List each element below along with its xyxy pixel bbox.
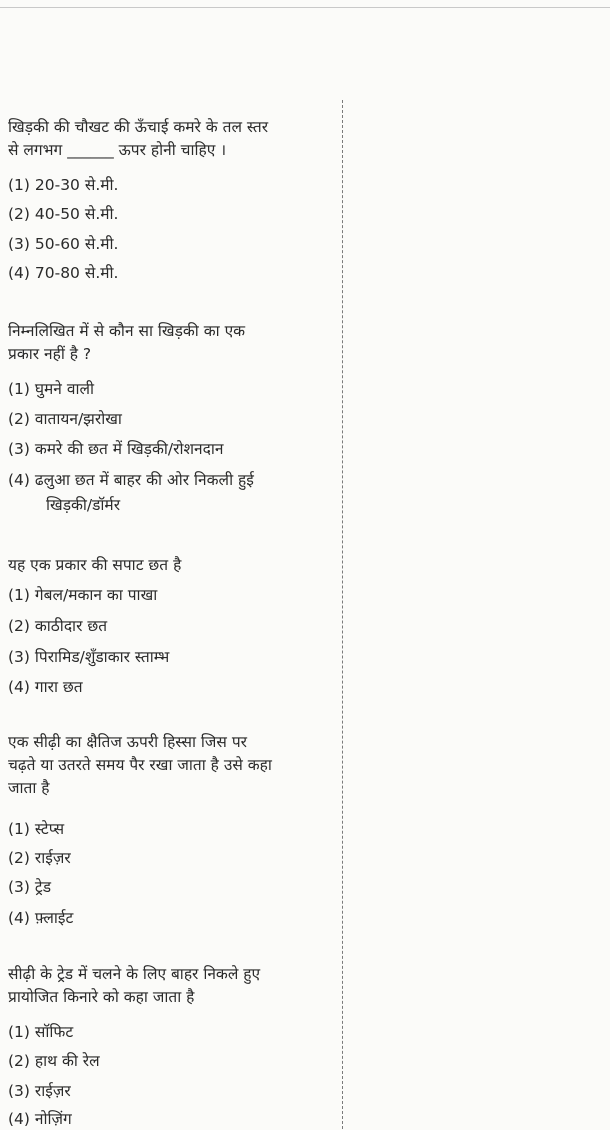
question-2-hindi	[8, 320, 334, 514]
option-4[interactable]: (4) 70-80 से.मी.	[8, 264, 119, 282]
question-1-hindi	[8, 116, 334, 282]
option-1[interactable]: (1) सॉफिट	[8, 1023, 74, 1041]
option-3[interactable]: (3) राईज़र	[8, 1082, 71, 1100]
option-1[interactable]: (1) स्टेप्स	[8, 820, 65, 838]
option-4[interactable]: (4) फ़्लाईट	[8, 909, 74, 927]
question-3-hindi	[8, 554, 334, 696]
column-divider	[342, 100, 343, 1129]
option-3[interactable]: (3) ट्रेड	[8, 878, 51, 896]
option-2[interactable]: (2) 40-50 से.मी.	[8, 205, 119, 223]
question-text-line: निम्नलिखित में से कौन सा खिड़की का एक	[8, 322, 246, 340]
option-3[interactable]: (3) 50-60 से.मी.	[8, 235, 119, 253]
option-4[interactable]: (4) ढलुआ छत में बाहर की ओर निकली हुई	[8, 471, 254, 489]
option-3[interactable]: (3) कमरे की छत में खिड़की/रोशनदान	[8, 440, 224, 458]
option-4-continuation: खिड़की/डॉर्मर	[46, 496, 121, 514]
question-text-line: खिड़की की चौखट की ऊँचाई कमरे के तल स्तर	[8, 118, 269, 136]
question-text-line: सीढ़ी के ट्रेड में चलने के लिए बाहर निकले हुए	[8, 965, 261, 983]
question-text-line: जाता है	[8, 779, 50, 797]
page-top-rule	[0, 7, 610, 8]
option-4[interactable]: (4) नोज़िंग	[8, 1110, 72, 1128]
option-2[interactable]: (2) काठीदार छत	[8, 617, 108, 635]
option-3[interactable]: (3) पिरामिड/शुँडाकार स्ताम्भ	[8, 648, 170, 666]
question-text-line: यह एक प्रकार की सपाट छत है	[8, 556, 182, 574]
question-text-line: प्रकार नहीं है ?	[8, 345, 92, 363]
option-1[interactable]: (1) 20-30 से.मी.	[8, 176, 119, 194]
question-text-line: एक सीढ़ी का क्षैतिज ऊपरी हिस्सा जिस पर	[8, 733, 247, 751]
option-2[interactable]: (2) वातायन/झरोखा	[8, 410, 122, 428]
option-2[interactable]: (2) हाथ की रेल	[8, 1052, 100, 1070]
question-5-hindi	[8, 963, 334, 1128]
question-text-line: प्रायोजित किनारे को कहा जाता है	[8, 988, 195, 1006]
question-4-hindi	[8, 731, 334, 927]
option-2[interactable]: (2) राईज़र	[8, 849, 71, 867]
option-1[interactable]: (1) गेबल/मकान का पाखा	[8, 586, 158, 604]
question-text-line: चढ़ते या उतरते समय पैर रखा जाता है उसे कहा	[8, 756, 272, 774]
option-1[interactable]: (1) घुमने वाली	[8, 380, 94, 398]
option-4[interactable]: (4) गारा छत	[8, 678, 83, 696]
question-text-line: से लगभग ______ ऊपर होनी चाहिए ।	[8, 141, 227, 159]
